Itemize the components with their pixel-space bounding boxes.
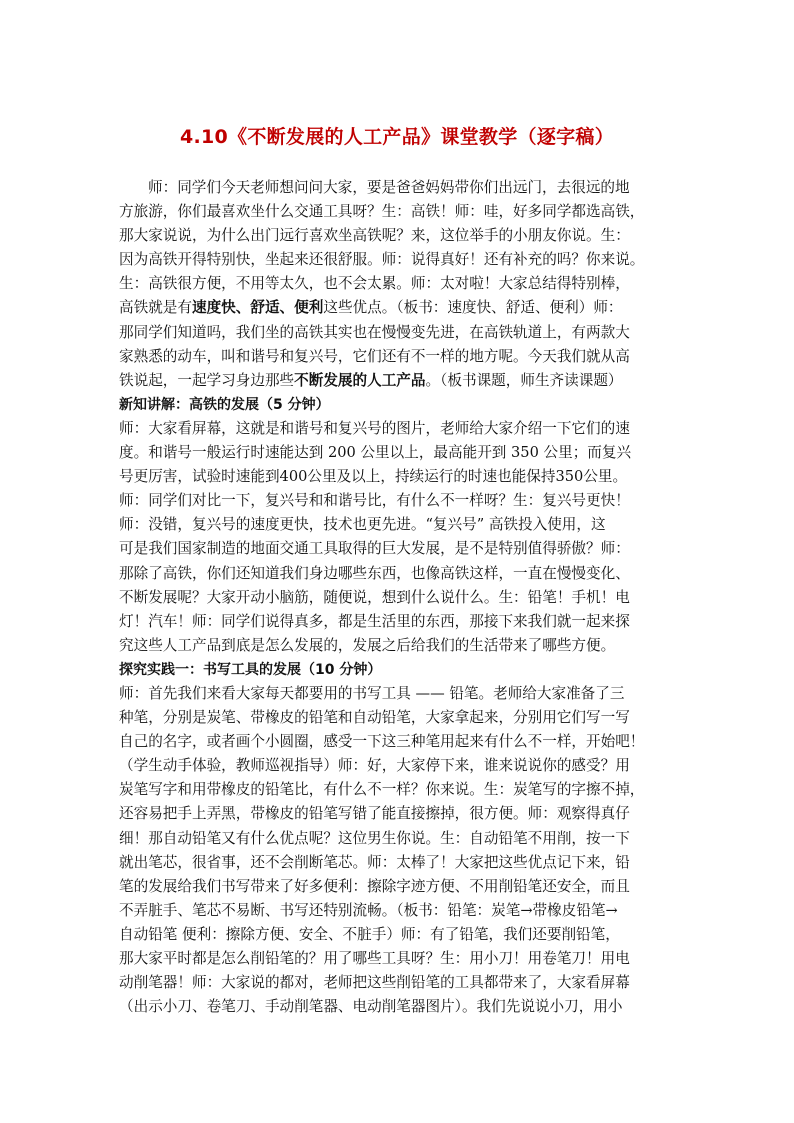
paragraph-line: 号更厉害，试验时速能到400公里及以上，持续运行的时速也能保持350公里。	[119, 468, 628, 486]
paragraph-line: 师：同学们对比一下，复兴号和和谐号比，有什么不一样呀？生：复兴号更快！	[119, 492, 630, 510]
paragraph-line: 师：同学们今天老师想问问大家，要是爸爸妈妈带你们出远门，去很远的地	[148, 179, 630, 196]
paragraph-line: 那大家平时都是怎么削铅笔的？用了哪些工具呀？生：用小刀！用卷笔刀！用电	[119, 950, 630, 967]
paragraph-line: 那同学们知道吗，我们坐的高铁其实也在慢慢变先进，在高铁轨道上，有两款大	[119, 323, 630, 341]
paragraph-line	[119, 369, 684, 393]
paragraph-line: 细！那自动铅笔又有什么优点呢？这位男生你说。生：自动铅笔不用削，按一下	[119, 829, 630, 847]
paragraph-line: 家熟悉的动车，叫和谐号和复兴号，它们还有不一样的地方呢。今天我们就从高	[119, 347, 630, 365]
paragraph-line: 不弄脏手、笔芯不易断、书写还特别流畅。（板书：铅笔：炭笔→带橡皮铅笔→	[119, 901, 618, 919]
paragraph-line: 度。和谐号一般运行时速能达到 200 公里以上，最高能开到 350 公里；而复兴	[119, 444, 632, 462]
paragraph-line: 笔的发展给我们书写带来了好多便利：擦除字迹方便、不用削铅笔还安全，而且	[119, 877, 630, 895]
section-heading: 探究实践一：书写工具的发展（10 分钟）	[119, 661, 382, 678]
paragraph-line: 师：没错，复兴号的速度更快，技术也更先进。“复兴号” 高铁投入使用，这	[119, 516, 606, 534]
paragraph-line: （出示小刀、卷笔刀、手动削笔器、电动削笔器图片）。我们先说说小刀，用小	[119, 998, 623, 1016]
text-run: 高铁就是有	[119, 299, 192, 317]
paragraph-line: 方旅游，你们最喜欢坐什么交通工具呀？生：高铁！师：哇，好多同学都选高铁，	[119, 203, 645, 221]
document-title: 4.10《不断发展的人工产品》课堂教学（逐字稿）	[179, 126, 615, 148]
paragraph-line: 师：大家看屏幕，这就是和谐号和复兴号的图片，老师给大家介绍一下它们的速	[119, 419, 630, 437]
paragraph-line: 种笔，分别是炭笔、带橡皮的铅笔和自动铅笔，大家拿起来，分别用它们写一写	[119, 709, 630, 727]
text-run: 。（板书课题，师生齐读课题）	[425, 371, 623, 389]
paragraph-line: 就出笔芯，很省事，还不会削断笔芯。师：太棒了！大家把这些优点记下来，铅	[119, 853, 630, 871]
paragraph-line: 可是我们国家制造的地面交通工具取得的巨大发展，是不是特别值得骄傲？师：	[119, 540, 630, 558]
text-run: 这些优点。（板书：速度快、舒适、便利）师：	[323, 299, 623, 317]
bold-text: 速度快、舒适、便利	[191, 299, 324, 317]
paragraph-line	[119, 296, 684, 320]
bold-text: 不断发展的人工产品	[294, 371, 426, 389]
paragraph-line: 自己的名字，或者画个小圆圈，感受一下这三种笔用起来有什么不一样，开始吧！	[119, 733, 645, 751]
paragraph-line: 师：首先我们来看大家每天都要用的书写工具 —— 铅笔。老师给大家准备了三	[119, 684, 625, 702]
paragraph-line: 灯！汽车！师：同学们说得真多，都是生活里的东西，那接下来我们就一起来探	[119, 612, 630, 630]
paragraph-line: （学生动手体验，教师巡视指导）师：好，大家停下来，谁来说说你的感受？用	[119, 757, 630, 775]
paragraph-line: 究这些人工产品到底是怎么发展的，发展之后给我们的生活带来了哪些方便。	[119, 636, 616, 654]
paragraph-line: 因为高铁开得特别快，坐起来还很舒服。师：说得真好！还有补充的吗？你来说。	[119, 251, 645, 269]
paragraph-line: 那除了高铁，你们还知道我们身边哪些东西，也像高铁这样，一直在慢慢变化、	[119, 564, 630, 582]
paragraph-line: 炭笔写字和用带橡皮的铅笔比，有什么不一样？你来说。生：炭笔写的字擦不掉，	[119, 781, 645, 799]
paragraph-line: 那大家说说，为什么出门远行喜欢坐高铁呢？来，这位举手的小朋友你说。生：	[119, 227, 630, 245]
paragraph-line: 不断发展呢？大家开动小脑筋，随便说，想到什么说什么。生：铅笔！手机！电	[119, 588, 630, 606]
text-run: 铁说起，一起学习身边那些	[119, 371, 295, 389]
paragraph-line: 生：高铁很方便，不用等太久，也不会太累。师：太对啦！大家总结得特别棒，	[119, 275, 630, 293]
paragraph-line: 动削笔器！师：大家说的都对，老师把这些削铅笔的工具都带来了，大家看屏幕	[119, 974, 630, 992]
paragraph-line: 还容易把手上弄黑，带橡皮的铅笔写错了能直接擦掉，很方便。师：观察得真仔	[119, 805, 630, 823]
paragraph-line: 自动铅笔 便利：擦除方便、安全、不脏手）师：有了铅笔，我们还要削铅笔，	[119, 925, 620, 943]
section-heading: 新知讲解：高铁的发展（5 分钟）	[119, 396, 330, 413]
document-body	[119, 176, 684, 1019]
